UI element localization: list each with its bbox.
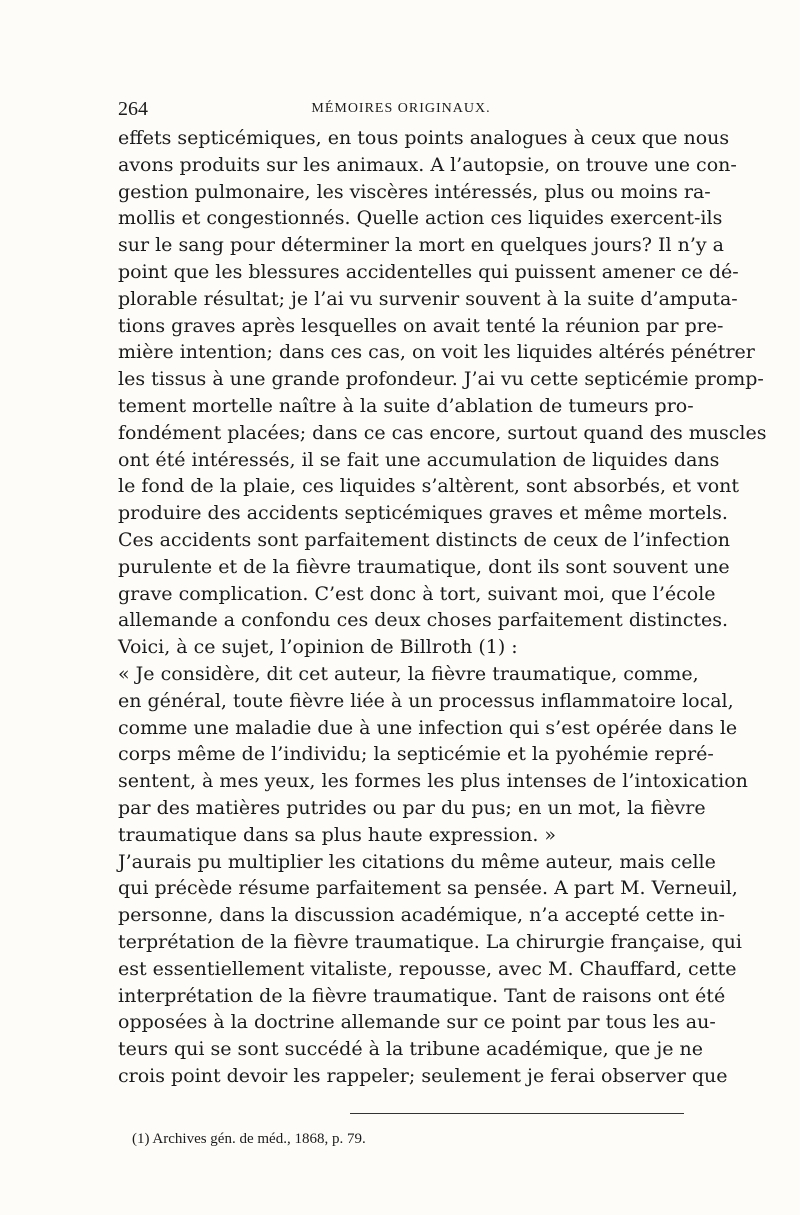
text-line: sur le sang pour déterminer la mort en quelques jours? Il n’y a [118, 234, 724, 257]
text-line: teurs qui se sont succédé à la tribune académique, que je ne [118, 1038, 703, 1061]
text-line: traumatique dans sa plus haute expression. » [118, 823, 557, 846]
text-line: personne, dans la discussion académique, n’a accepté cette in- [118, 904, 725, 927]
footnote: (1) Archives gén. de méd., 1868, p. 79. [132, 1131, 366, 1147]
text-line: mollis et congestionnés. Quelle action ces liquides exercent-ils [118, 207, 723, 230]
text-line: Voici, à ce sujet, l’opinion de Billroth (1) : [118, 636, 518, 659]
text-line: gestion pulmonaire, les viscères intéressés, plus ou moins ra- [118, 180, 711, 203]
text-line: allemande a confondu ces deux choses parfaitement distinctes. [118, 609, 729, 632]
text-line: en général, toute fièvre liée à un processus inflammatoire local, [118, 689, 734, 712]
footnote-divider [350, 1113, 684, 1114]
text-line: opposées à la doctrine allemande sur ce point par tous les au- [118, 1011, 716, 1034]
text-line: tions graves après lesquelles on avait tenté la réunion par pre- [118, 314, 724, 337]
text-line: produire des accidents septicémiques graves et même mortels. [118, 502, 728, 525]
text-line: crois point devoir les rappeler; seulement je ferai observer que [118, 1064, 728, 1087]
text-line: Ces accidents sont parfaitement distincts de ceux de l’infection [118, 528, 730, 551]
text-line: effets septicémiques, en tous points analogues à ceux que nous [118, 127, 730, 149]
running-title: MÉMOIRES ORIGINAUX. [311, 101, 491, 116]
text-line: J’aurais pu multiplier les citations du même auteur, mais celle [118, 850, 716, 873]
text-line: les tissus à une grande profondeur. J’ai vu cette septicémie promp- [118, 368, 764, 391]
text-line: terprétation de la fièvre traumatique. La chirurgie française, qui [118, 930, 742, 953]
text-line: ont été intéressés, il se fait une accumulation de liquides dans [118, 448, 720, 471]
text-line: le fond de la plaie, ces liquides s’altèrent, sont absorbés, et vont [118, 475, 740, 498]
text-line: est essentiellement vitaliste, repousse, avec M. Chauffard, cette [118, 957, 737, 980]
text-line: mière intention; dans ces cas, on voit les liquides altérés pénétrer [118, 341, 755, 364]
text-line: « Je considère, dit cet auteur, la fièvre traumatique, comme, [118, 662, 699, 685]
text-line: qui précède résume parfaitement sa pensée. A part M. Verneuil, [118, 877, 738, 900]
text-line: par des matières putrides ou par du pus; en un mot, la fièvre [118, 796, 706, 819]
text-line: point que les blessures accidentelles qui puissent amener ce dé- [118, 260, 739, 283]
page-header [118, 98, 684, 122]
text-line: purulente et de la fièvre traumatique, dont ils sont souvent une [118, 555, 730, 578]
text-line: interprétation de la fièvre traumatique. Tant de raisons ont été [118, 984, 726, 1007]
text-line: plorable résultat; je l’ai vu survenir souvent à la suite d’amputa- [118, 287, 738, 310]
text-line: corps même de l’individu; la septicémie et la pyohémie repré- [118, 743, 714, 766]
text-line: grave complication. C’est donc à tort, suivant moi, que l’école [118, 582, 716, 605]
text-line: tement mortelle naître à la suite d’ablation de tumeurs pro- [118, 394, 694, 417]
text-line: comme une maladie due à une infection qui s’est opérée dans le [118, 716, 738, 739]
body-text [118, 125, 767, 1090]
text-line: avons produits sur les animaux. A l’autopsie, on trouve une con- [118, 153, 737, 176]
page-number: 264 [118, 98, 148, 120]
text-line: sentent, à mes yeux, les formes les plus intenses de l’intoxication [118, 770, 748, 793]
text-line: fondément placées; dans ce cas encore, surtout quand des muscles [118, 421, 767, 444]
